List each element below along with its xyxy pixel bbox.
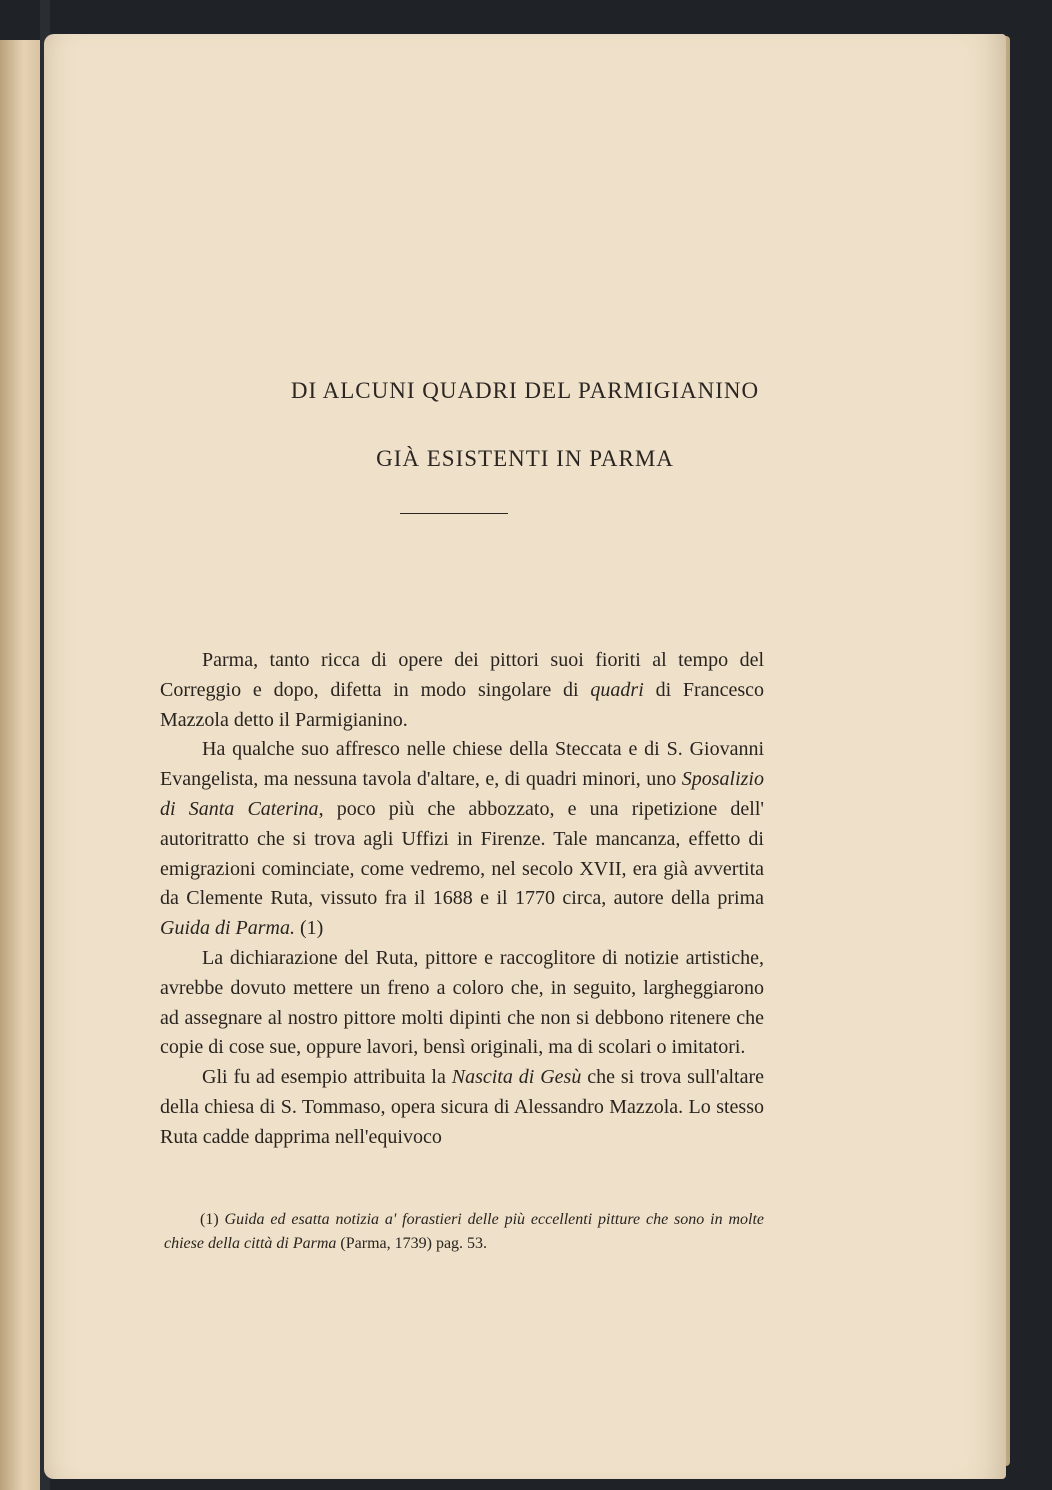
text-run: che si trova sull'altare della chiesa di S. Tommaso, opera sicura di Alessandro Mazzola. Lo stesso Ruta cadde dapprima nell'equivoco xyxy=(160,1066,765,1148)
text-run: Gli fu ad esempio attribuita la xyxy=(202,1066,452,1089)
italic-run: Nascita di Gesù xyxy=(451,1066,582,1089)
left-page-edge xyxy=(0,40,42,1490)
paragraph-3: La dichiarazione del Ruta, pittore e raccoglitore di notizie artistiche, avrebbe dovuto mettere un freno a coloro che, in seguito, largheggiarono ad assegnare al nostro pittore molti dipinti che non si debbono ritenere che copie di cose sue, oppure lavori, bensì originali, ma di scolari o imitatori. xyxy=(160,946,764,1059)
footnote-marker: (1) xyxy=(200,1211,225,1228)
title-rule xyxy=(400,513,508,514)
text-run: di Francesco Mazzola detto il Parmigianino. xyxy=(160,678,764,731)
footnote-paragraph xyxy=(164,1208,764,1256)
italic-run: Sposalizio di Santa Caterina xyxy=(160,768,764,820)
chapter-title: DI ALCUNI QUADRI DEL PARMIGIANINO xyxy=(290,378,760,403)
chapter-subtitle: GIÀ ESISTENTI IN PARMA xyxy=(376,446,674,471)
paragraph-4 xyxy=(160,1063,764,1152)
text-run: Parma, tanto ricca di opere dei pittori suoi fioriti al tempo del Correggio e dopo, difetta in modo singolare di xyxy=(160,649,764,701)
footnote-italic: Guida ed esatta notizia a' forastieri delle più eccellenti pitture che sono in molte chiese della città di Parma xyxy=(164,1211,765,1252)
italic-run: quadri xyxy=(590,678,644,701)
text-run: Ha qualche suo affresco nelle chiese della Steccata e di S. Giovanni Evangelista, ma nessuna tavola d'altare, e, di quadri minori, uno xyxy=(160,738,764,791)
italic-run: Guida di Parma. xyxy=(160,917,295,940)
footnote xyxy=(164,1208,764,1256)
text-run: , poco più che abbozzato, e una ripetizione dell' autoritratto che si trova agli Uffizi in Firenze. Tale mancanza, effetto di emigrazioni cominciate, come vedremo, nel secolo XVII, era già avvertita da Clemente Ruta, vissuto fra il 1688 e il 1770 circa, autore della prima xyxy=(160,797,764,910)
paragraph-1 xyxy=(160,646,764,735)
footnote-rest: (Parma, 1739) pag. 53. xyxy=(336,1235,488,1252)
footnote-ref: (1) xyxy=(295,917,324,940)
body-text xyxy=(160,646,764,1153)
paragraph-2 xyxy=(160,735,764,944)
